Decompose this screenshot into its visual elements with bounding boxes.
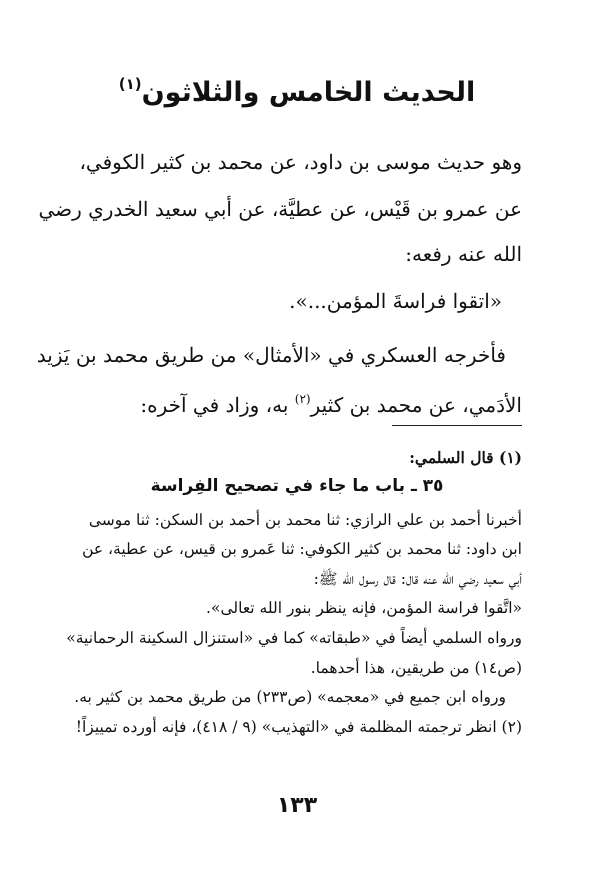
body-line-6-end: به، وزاد في آخره: <box>140 393 295 417</box>
footnote-line: (ص١٤) من طريقين، هذا أحدهما. <box>310 659 522 677</box>
page-number: ١٣٣ <box>276 793 318 818</box>
body-line-6 <box>140 384 522 420</box>
hadith-quote: «اتقوا فراسةَ المؤمن...». <box>289 289 502 313</box>
body-line-2: عن عمرو بن قَيْس، عن عطيَّة، عن أبي سعيد الخدري رضي <box>38 197 522 221</box>
footnote-line: أبي سعيد رضي الله عنه قال: قال رسول الله ﷺ: <box>313 570 522 588</box>
footnote-line: ورواه السلمي أيضاً في «طبقاته» كما في «استنزال السكينة الرحمانية» <box>66 629 522 647</box>
hadith-title <box>0 64 594 113</box>
body-line-3: الله عنه رفعه: <box>405 242 522 266</box>
footnote-line: «اتَّقوا فراسة المؤمن، فإنه ينظر بنور الله تعالى». <box>206 599 522 617</box>
footnote-chapter-heading: ٣٥ ـ باب ما جاء في تصحيح الفِراسة <box>150 476 444 496</box>
title-text: الحديث الخامس والثلاثون <box>141 77 476 108</box>
footnote-line: ورواه ابن جميع في «معجمه» (ص٢٣٣) من طريق محمد بن كثير به. <box>74 688 506 706</box>
body-line-5: فأخرجه العسكري في «الأمثال» من طريق محمد بن يَزيد <box>36 343 506 367</box>
body-line-6-start: الأدَمي، عن محمد بن كثير <box>310 393 522 417</box>
footnote-line: أخبرنا أحمد بن علي الرازي: ثنا محمد بن أحمد بن السكن: ثنا موسى <box>88 511 522 529</box>
title-footnote-ref: (١) <box>118 75 142 93</box>
footnote-line: ابن داود: ثنا محمد بن كثير الكوفي: ثنا عَمرو بن قيس، عن عطية، عن <box>82 540 522 558</box>
footnote-2: (٢) انظر ترجمته المظلمة في «التهذيب» (٩ / ٤١٨)، فإنه أورده تمييزاً! <box>75 718 522 736</box>
footnote-ref-2: (٢) <box>294 392 311 406</box>
footnote-separator <box>392 425 522 426</box>
footnote-1-label: (١) قال السلمي: <box>409 448 522 467</box>
body-line-1: وهو حديث موسى بن داود، عن محمد بن كثير الكوفي، <box>79 150 522 174</box>
